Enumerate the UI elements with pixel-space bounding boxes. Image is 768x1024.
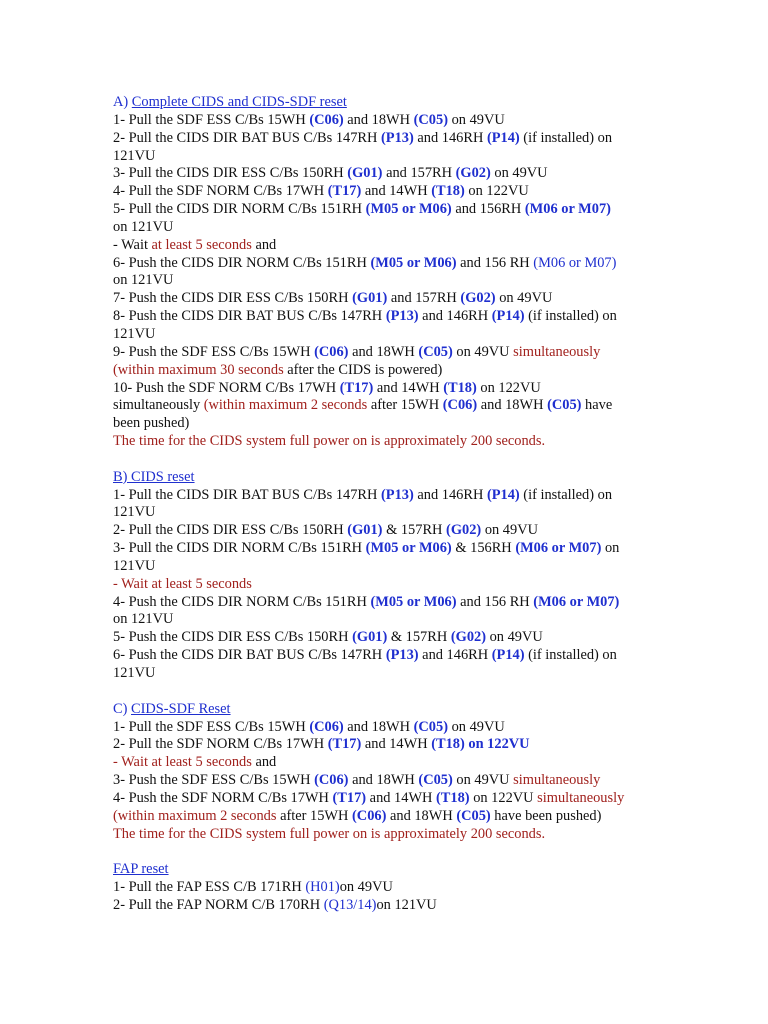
text-run: 2- Pull the CIDS DIR BAT BUS C/Bs 147RH bbox=[113, 129, 382, 146]
text-run: on 122VU bbox=[464, 736, 530, 753]
text-run: and 18WH bbox=[348, 343, 419, 360]
text-run: The time for the CIDS system full power on is approximately 200 seconds. bbox=[113, 825, 546, 842]
text-run: (within maximum 30 seconds bbox=[113, 361, 284, 378]
text-run: (if installed) on bbox=[519, 486, 613, 503]
text-run: & 157RH bbox=[387, 629, 451, 646]
text-run: and 14WH bbox=[361, 736, 432, 753]
text-run: on 49VU bbox=[486, 629, 543, 646]
text-run: (C05) bbox=[456, 807, 491, 824]
text-run: on 49VU bbox=[495, 290, 553, 307]
text-run: (C05) bbox=[418, 343, 453, 360]
text-run: (T18) bbox=[436, 789, 470, 806]
text-run: and 18WH bbox=[343, 718, 414, 735]
text-run: on 49VU bbox=[490, 165, 548, 182]
blank-line bbox=[113, 683, 673, 701]
text-run: and 156 RH bbox=[456, 254, 534, 271]
text-run: on 122VU bbox=[476, 379, 541, 396]
text-run: have bbox=[581, 397, 613, 414]
text-run: on 121VU bbox=[113, 272, 174, 289]
section-heading-link[interactable]: CIDS-SDF Reset bbox=[131, 700, 231, 717]
text-run: at least 5 seconds bbox=[151, 236, 252, 253]
document-line bbox=[113, 201, 673, 219]
text-run: The time for the CIDS system full power on is approximately 200 seconds. bbox=[113, 433, 546, 450]
text-run: and 146RH bbox=[413, 486, 487, 503]
text-run: after the CIDS is powered) bbox=[283, 361, 443, 378]
text-run: 2- Pull the SDF NORM C/Bs 17WH bbox=[113, 736, 328, 753]
document-line bbox=[113, 183, 673, 201]
document-line bbox=[113, 272, 673, 290]
text-run: (C06) bbox=[352, 807, 387, 824]
document-line bbox=[113, 433, 673, 451]
document-line bbox=[113, 397, 673, 415]
text-run: (if installed) on bbox=[524, 647, 617, 664]
document-line bbox=[113, 219, 673, 237]
text-run: simultaneously bbox=[537, 789, 625, 806]
document-line bbox=[113, 487, 673, 505]
text-run: 1- Pull the SDF ESS C/Bs 15WH bbox=[113, 718, 310, 735]
text-run: on 122VU bbox=[464, 183, 529, 200]
text-run: on 49VU bbox=[339, 879, 393, 896]
text-run: (P14) bbox=[486, 486, 520, 503]
text-run: (G01) bbox=[347, 165, 383, 182]
document-line bbox=[113, 504, 673, 522]
text-run: 1- Pull the CIDS DIR BAT BUS C/Bs 147RH bbox=[113, 486, 382, 503]
text-run: & 157RH bbox=[382, 522, 447, 539]
text-run: and 18WH bbox=[477, 397, 548, 414]
text-run: (M05 or M06) bbox=[370, 254, 457, 271]
text-run: 5- Push the CIDS DIR ESS C/Bs 150RH bbox=[113, 629, 353, 646]
text-run: (P14) bbox=[491, 308, 525, 325]
document-line bbox=[113, 826, 673, 844]
text-run: and 146RH bbox=[418, 308, 492, 325]
document-line bbox=[113, 647, 673, 665]
text-run: (H01) bbox=[305, 879, 340, 896]
document-line bbox=[113, 308, 673, 326]
document-line bbox=[113, 558, 673, 576]
document-line bbox=[113, 94, 673, 112]
text-run: (C06) bbox=[442, 397, 478, 414]
document-line bbox=[113, 469, 673, 487]
text-run: on 49VU bbox=[452, 343, 514, 360]
document-line bbox=[113, 808, 673, 826]
text-run: (T18) bbox=[431, 736, 465, 753]
text-run: on bbox=[601, 540, 620, 557]
text-run: and 146RH bbox=[413, 129, 487, 146]
text-run: been pushed) bbox=[113, 415, 190, 432]
document-line bbox=[113, 148, 673, 166]
text-run: and 14WH bbox=[366, 789, 437, 806]
text-run: (P13) bbox=[381, 486, 414, 503]
text-run: 121VU bbox=[113, 665, 156, 681]
text-run: after 15WH bbox=[276, 807, 353, 824]
text-run: and 156 RH bbox=[456, 593, 534, 610]
text-run: and 146RH bbox=[418, 647, 492, 664]
text-run: (Q13/14) bbox=[323, 896, 377, 913]
section-heading-link[interactable]: B) CIDS reset bbox=[113, 468, 195, 485]
text-run: (C06) bbox=[309, 718, 344, 735]
text-run: 121VU bbox=[113, 325, 156, 342]
text-run: and 14WH bbox=[373, 379, 444, 396]
text-run: (if installed) on bbox=[519, 129, 613, 146]
document-line bbox=[113, 237, 673, 255]
text-run: (P14) bbox=[486, 129, 520, 146]
text-run: (M06 or M07) bbox=[533, 593, 620, 610]
document-line bbox=[113, 380, 673, 398]
document-line bbox=[113, 701, 673, 719]
text-run: have been pushed) bbox=[490, 807, 602, 824]
text-run: (if installed) on bbox=[524, 308, 617, 325]
document-line bbox=[113, 290, 673, 308]
document-line bbox=[113, 736, 673, 754]
text-run: simultaneously bbox=[513, 343, 601, 360]
text-run: (M06 or M07) bbox=[533, 254, 617, 271]
text-run: (P13) bbox=[385, 308, 419, 325]
text-run: 2- Pull the CIDS DIR ESS C/Bs 150RH bbox=[113, 522, 348, 539]
text-run: on 49VU bbox=[448, 111, 505, 128]
text-run: (T17) bbox=[339, 379, 374, 396]
text-run: (C06) bbox=[309, 111, 344, 128]
document-line bbox=[113, 255, 673, 273]
document-line bbox=[113, 594, 673, 612]
text-run: (G02) bbox=[455, 165, 491, 182]
text-run: (M05 or M06) bbox=[370, 593, 457, 610]
text-run: (T18) bbox=[431, 183, 465, 200]
text-run: (G01) bbox=[352, 290, 388, 307]
document-line bbox=[113, 522, 673, 540]
text-run: 4- Push the SDF NORM C/Bs 17WH bbox=[113, 789, 333, 806]
text-run: and 18WH bbox=[386, 807, 457, 824]
text-run: after 15WH bbox=[367, 397, 443, 414]
text-run: - Wait bbox=[113, 236, 152, 253]
text-run: and 18WH bbox=[348, 772, 419, 789]
text-run: - Wait at least 5 seconds bbox=[113, 754, 252, 771]
text-run: 9- Push the SDF ESS C/Bs 15WH bbox=[113, 343, 315, 360]
text-run: on 121VU bbox=[376, 896, 437, 913]
text-run: 121VU bbox=[113, 504, 156, 521]
text-run: (G02) bbox=[450, 629, 487, 646]
text-run: on 121VU bbox=[113, 611, 174, 628]
text-run: (C06) bbox=[314, 772, 349, 789]
document-line bbox=[113, 861, 673, 879]
text-run: (within maximum 2 seconds bbox=[113, 807, 277, 824]
document-line bbox=[113, 754, 673, 772]
document-line bbox=[113, 362, 673, 380]
text-run: and 156RH bbox=[451, 201, 525, 218]
text-run: (G02) bbox=[446, 522, 482, 539]
document-line bbox=[113, 112, 673, 130]
text-run: & 156RH bbox=[451, 540, 516, 557]
text-run: 3- Pull the CIDS DIR NORM C/Bs 151RH bbox=[113, 540, 366, 557]
text-run: 121VU bbox=[113, 557, 156, 574]
blank-line bbox=[113, 843, 673, 861]
text-run: (G01) bbox=[352, 629, 388, 646]
document-line bbox=[113, 130, 673, 148]
text-run: 6- Push the CIDS DIR NORM C/Bs 151RH bbox=[113, 254, 371, 271]
text-run: 2- Pull the FAP NORM C/B 170RH bbox=[113, 896, 324, 913]
text-run: (T18) bbox=[443, 379, 477, 396]
text-run: (within maximum 2 seconds bbox=[203, 397, 368, 414]
text-run: 1- Pull the SDF ESS C/Bs 15WH bbox=[113, 111, 310, 128]
document-line bbox=[113, 879, 673, 897]
text-run: 7- Push the CIDS DIR ESS C/Bs 150RH bbox=[113, 290, 353, 307]
text-run: and bbox=[251, 754, 277, 771]
text-run: and 14WH bbox=[361, 183, 432, 200]
document-line bbox=[113, 576, 673, 594]
text-run: on 121VU bbox=[113, 218, 174, 235]
document-line bbox=[113, 897, 673, 915]
text-run: 3- Push the SDF ESS C/Bs 15WH bbox=[113, 772, 315, 789]
text-run: simultaneously bbox=[513, 772, 601, 789]
text-run: 5- Pull the CIDS DIR NORM C/Bs 151RH bbox=[113, 201, 366, 218]
document-line bbox=[113, 165, 673, 183]
text-run: simultaneously bbox=[113, 397, 204, 414]
document-line bbox=[113, 772, 673, 790]
text-run: (M06 or M07) bbox=[524, 201, 611, 218]
text-run: (C05) bbox=[413, 718, 448, 735]
text-run: 121VU bbox=[113, 147, 156, 164]
text-run: 10- Push the SDF NORM C/Bs 17WH bbox=[113, 379, 340, 396]
document-line bbox=[113, 326, 673, 344]
section-heading-link[interactable]: Complete CIDS and CIDS-SDF reset bbox=[131, 94, 347, 110]
text-run: (M05 or M06) bbox=[365, 201, 452, 218]
text-run: on 49VU bbox=[481, 522, 538, 539]
text-run: C) bbox=[113, 700, 131, 717]
text-run: 8- Push the CIDS DIR BAT BUS C/Bs 147RH bbox=[113, 308, 386, 325]
text-run: and 157RH bbox=[387, 290, 461, 307]
document-line bbox=[113, 344, 673, 362]
text-run: and 157RH bbox=[382, 165, 456, 182]
document-line bbox=[113, 719, 673, 737]
text-run: 6- Push the CIDS DIR BAT BUS C/Bs 147RH bbox=[113, 647, 386, 664]
text-run: and bbox=[251, 236, 277, 253]
text-run: (P13) bbox=[381, 129, 414, 146]
text-run: (M06 or M07) bbox=[515, 540, 602, 557]
text-run: (C06) bbox=[314, 343, 349, 360]
text-run: (G02) bbox=[460, 290, 496, 307]
section-heading-link[interactable]: FAP reset bbox=[113, 861, 169, 878]
reset-procedure-document bbox=[113, 94, 673, 915]
text-run: 1- Pull the FAP ESS C/B 171RH bbox=[113, 879, 306, 896]
text-run: on 49VU bbox=[452, 772, 514, 789]
document-line bbox=[113, 611, 673, 629]
text-run: on 122VU bbox=[469, 789, 538, 806]
document-line bbox=[113, 415, 673, 433]
document-line bbox=[113, 629, 673, 647]
text-run: 4- Pull the SDF NORM C/Bs 17WH bbox=[113, 183, 328, 200]
text-run: (G01) bbox=[347, 522, 383, 539]
text-run: 3- Pull the CIDS DIR ESS C/Bs 150RH bbox=[113, 165, 348, 182]
text-run: (C05) bbox=[413, 111, 448, 128]
text-run: - Wait at least 5 seconds bbox=[113, 575, 252, 592]
text-run: (T17) bbox=[327, 736, 362, 753]
text-run: A) bbox=[113, 94, 132, 110]
blank-line bbox=[113, 451, 673, 469]
text-run: and 18WH bbox=[343, 111, 414, 128]
text-run: (C05) bbox=[418, 772, 453, 789]
text-run: (T17) bbox=[327, 183, 362, 200]
text-run: (M05 or M06) bbox=[365, 540, 452, 557]
document-line bbox=[113, 540, 673, 558]
text-run: (P14) bbox=[491, 647, 525, 664]
document-line bbox=[113, 665, 673, 683]
text-run: on 49VU bbox=[448, 718, 505, 735]
text-run: (C05) bbox=[547, 397, 582, 414]
text-run: (P13) bbox=[385, 647, 419, 664]
document-line bbox=[113, 790, 673, 808]
text-run: 4- Push the CIDS DIR NORM C/Bs 151RH bbox=[113, 593, 371, 610]
text-run: (T17) bbox=[332, 789, 367, 806]
